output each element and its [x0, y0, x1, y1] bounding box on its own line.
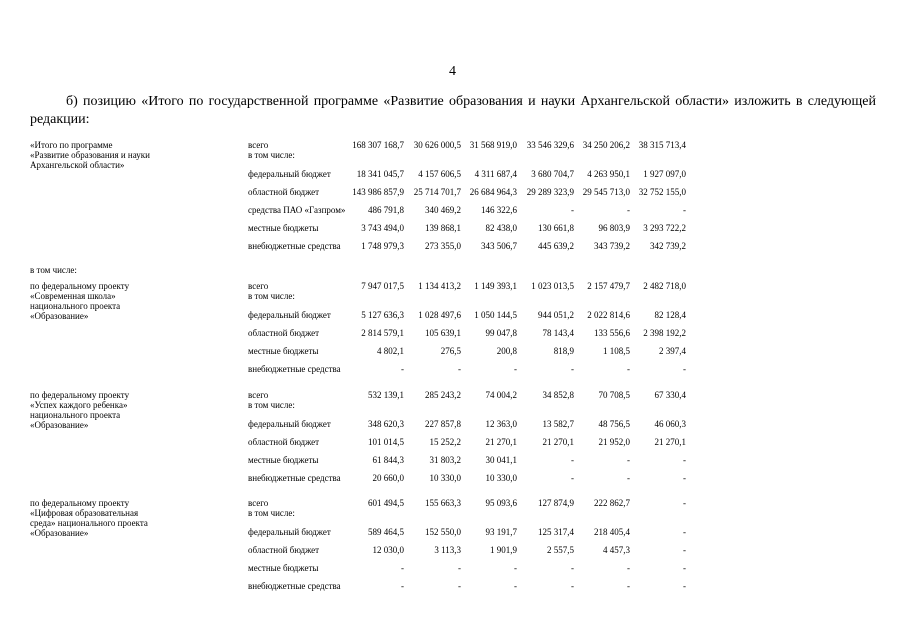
table-cell: - — [683, 205, 686, 215]
table-cell: 4 157 606,5 — [418, 169, 461, 179]
table-cell: 2 398 192,2 — [643, 328, 686, 338]
table-cell: - — [627, 563, 630, 573]
section-label: по федеральному проекту «Современная школа» национального проекта «Образование» — [30, 281, 130, 321]
table-cell: 13 582,7 — [542, 419, 574, 429]
table-cell: 1 927 097,0 — [643, 169, 686, 179]
table-cell: 61 844,3 — [372, 455, 404, 465]
table-cell: 3 113,3 — [434, 545, 461, 555]
table-cell: 70 708,5 — [598, 390, 630, 400]
table-cell: 18 341 045,7 — [356, 169, 404, 179]
table-cell: 21 270,1 — [542, 437, 574, 447]
table-cell: 2 022 814,6 — [587, 310, 630, 320]
intro-text: б) позицию «Итого по государственной программе «Развитие образования и науки Архангельской области» изложить в следующей редакции: — [30, 94, 876, 127]
table-cell: 29 289 323,9 — [526, 187, 574, 197]
section-label: по федеральному проекту «Успех каждого ребенка» национального проекта «Образование» — [30, 390, 130, 430]
table-cell: 285 243,2 — [425, 390, 461, 400]
table-cell: 26 684 964,3 — [469, 187, 517, 197]
table-cell: 82 438,0 — [485, 223, 517, 233]
row-label: всего в том числе: — [248, 140, 295, 160]
table-cell: 2 482 718,0 — [643, 281, 686, 291]
table-cell: 25 714 701,7 — [413, 187, 461, 197]
row-label: внебюджетные средства — [248, 364, 341, 374]
table-cell: 155 663,3 — [425, 498, 461, 508]
row-label: областной бюджет — [248, 328, 320, 338]
row-label: местные бюджеты — [248, 455, 319, 465]
table-cell: 31 568 919,0 — [469, 140, 517, 150]
table-cell: - — [401, 581, 404, 591]
table-cell: - — [627, 205, 630, 215]
table-cell: 1 149 393,1 — [474, 281, 517, 291]
table-cell: - — [627, 473, 630, 483]
table-cell: 348 620,3 — [368, 419, 404, 429]
table-cell: 12 030,0 — [372, 545, 404, 555]
table-cell: 95 093,6 — [485, 498, 517, 508]
row-label: внебюджетные средства — [248, 241, 341, 251]
table-cell: 29 545 713,0 — [582, 187, 630, 197]
table-cell: 445 639,2 — [538, 241, 574, 251]
table-cell: 2 557,5 — [547, 545, 574, 555]
section-label: по федеральному проекту «Цифровая образовательная среда» национального проекта «Образование» — [30, 498, 148, 538]
row-label: всего в том числе: — [248, 498, 295, 518]
table-cell: 74 004,2 — [485, 390, 517, 400]
between-label: в том числе: — [30, 265, 77, 275]
intro-paragraph — [30, 93, 876, 129]
table-cell: 48 756,5 — [598, 419, 630, 429]
table-cell: 3 680 704,7 — [531, 169, 574, 179]
table-cell: 5 127 636,3 — [361, 310, 404, 320]
table-cell: 33 546 329,6 — [526, 140, 574, 150]
table-cell: 2 397,4 — [659, 346, 686, 356]
table-cell: 276,5 — [440, 346, 461, 356]
table-cell: 1 748 979,3 — [361, 241, 404, 251]
table-cell: 93 191,7 — [485, 527, 517, 537]
table-cell: 944 051,2 — [538, 310, 574, 320]
table-cell: 101 014,5 — [368, 437, 404, 447]
row-label: всего в том числе: — [248, 281, 295, 301]
table-cell: 30 626 000,5 — [413, 140, 461, 150]
table-cell: 34 250 206,2 — [582, 140, 630, 150]
row-label: областной бюджет — [248, 545, 320, 555]
table-cell: 601 494,5 — [368, 498, 404, 508]
table-cell: - — [683, 364, 686, 374]
table-cell: 1 050 144,5 — [474, 310, 517, 320]
table-cell: 340 469,2 — [425, 205, 461, 215]
table-cell: - — [683, 527, 686, 537]
table-cell: 532 139,1 — [368, 390, 404, 400]
table-cell: 99 047,8 — [485, 328, 517, 338]
table-cell: - — [683, 498, 686, 508]
table-cell: 168 307 168,7 — [352, 140, 404, 150]
row-label: местные бюджеты — [248, 563, 319, 573]
table-cell: 3 293 722,2 — [643, 223, 686, 233]
table-cell: - — [401, 563, 404, 573]
table-cell: 133 556,6 — [594, 328, 630, 338]
table-cell: 105 639,1 — [425, 328, 461, 338]
table-cell: 34 852,8 — [542, 390, 574, 400]
table-cell: 10 330,0 — [485, 473, 517, 483]
table-cell: - — [627, 581, 630, 591]
table-cell: 20 660,0 — [372, 473, 404, 483]
table-cell: - — [683, 581, 686, 591]
table-cell: - — [627, 455, 630, 465]
table-cell: 67 330,4 — [654, 390, 686, 400]
table-cell: 127 874,9 — [538, 498, 574, 508]
table-cell: 343 506,7 — [481, 241, 517, 251]
table-cell: - — [683, 473, 686, 483]
table-cell: - — [458, 563, 461, 573]
table-cell: 30 041,1 — [485, 455, 517, 465]
table-cell: 227 857,8 — [425, 419, 461, 429]
row-label: федеральный бюджет — [248, 419, 331, 429]
table-cell: 78 143,4 — [542, 328, 574, 338]
table-cell: 1 901,9 — [490, 545, 517, 555]
table-cell: 1 028 497,6 — [418, 310, 461, 320]
table-cell: 31 803,2 — [429, 455, 461, 465]
table-cell: 46 060,3 — [654, 419, 686, 429]
table-cell: 82 128,4 — [654, 310, 686, 320]
table-cell: 4 311 687,4 — [474, 169, 517, 179]
table-cell: 130 661,8 — [538, 223, 574, 233]
table-cell: 1 134 413,2 — [418, 281, 461, 291]
table-cell: 143 986 857,9 — [352, 187, 404, 197]
table-cell: - — [683, 545, 686, 555]
table-cell: 818,9 — [553, 346, 574, 356]
table-cell: - — [514, 581, 517, 591]
table-cell: 12 363,0 — [485, 419, 517, 429]
row-label: местные бюджеты — [248, 223, 319, 233]
table-cell: - — [571, 205, 574, 215]
table-cell: 1 023 013,5 — [531, 281, 574, 291]
table-cell: 10 330,0 — [429, 473, 461, 483]
table-cell: 152 550,0 — [425, 527, 461, 537]
table-cell: 200,8 — [496, 346, 517, 356]
table-cell: 2 814 579,1 — [361, 328, 404, 338]
table-cell: 222 862,7 — [594, 498, 630, 508]
table-cell: - — [514, 364, 517, 374]
table-cell: 343 739,2 — [594, 241, 630, 251]
table-cell: 32 752 155,0 — [638, 187, 686, 197]
table-cell: 4 802,1 — [377, 346, 404, 356]
table-cell: - — [571, 563, 574, 573]
row-label: областной бюджет — [248, 437, 320, 447]
table-cell: 146 322,6 — [481, 205, 517, 215]
table-cell: - — [683, 563, 686, 573]
table-cell: - — [571, 473, 574, 483]
table-cell: - — [458, 581, 461, 591]
row-label: внебюджетные средства — [248, 473, 341, 483]
table-cell: 273 355,0 — [425, 241, 461, 251]
table-cell: 125 317,4 — [538, 527, 574, 537]
table-cell: - — [514, 563, 517, 573]
table-cell: - — [683, 455, 686, 465]
table-cell: 38 315 713,4 — [638, 140, 686, 150]
table-cell: 486 791,8 — [368, 205, 404, 215]
table-cell: - — [458, 364, 461, 374]
table-cell: - — [571, 581, 574, 591]
table-cell: 15 252,2 — [429, 437, 461, 447]
row-label: областной бюджет — [248, 187, 320, 197]
row-label: внебюджетные средства — [248, 581, 341, 591]
table-cell: 2 157 479,7 — [587, 281, 630, 291]
table-cell: 4 263 950,1 — [587, 169, 630, 179]
row-label: местные бюджеты — [248, 346, 319, 356]
row-label: федеральный бюджет — [248, 527, 331, 537]
table-cell: 21 270,1 — [654, 437, 686, 447]
table-cell: - — [627, 364, 630, 374]
table-cell: 21 270,1 — [485, 437, 517, 447]
row-label: средства ПАО «Газпром» — [248, 205, 346, 215]
table-cell: - — [571, 455, 574, 465]
table-cell: - — [571, 364, 574, 374]
table-cell: 218 405,4 — [594, 527, 630, 537]
table-cell: 1 108,5 — [603, 346, 630, 356]
table-cell: 96 803,9 — [598, 223, 630, 233]
table-cell: 7 947 017,5 — [361, 281, 404, 291]
row-label: федеральный бюджет — [248, 310, 331, 320]
page-number: 4 — [449, 64, 456, 79]
table-cell: 139 868,1 — [425, 223, 461, 233]
section-label: «Итого по программе «Развитие образования и науки Архангельской области» — [30, 140, 150, 170]
table-cell: - — [401, 364, 404, 374]
table-cell: 3 743 494,0 — [361, 223, 404, 233]
table-cell: 342 739,2 — [650, 241, 686, 251]
row-label: всего в том числе: — [248, 390, 295, 410]
table-cell: 4 457,3 — [603, 545, 630, 555]
row-label: федеральный бюджет — [248, 169, 331, 179]
table-cell: 21 952,0 — [598, 437, 630, 447]
table-cell: 589 464,5 — [368, 527, 404, 537]
